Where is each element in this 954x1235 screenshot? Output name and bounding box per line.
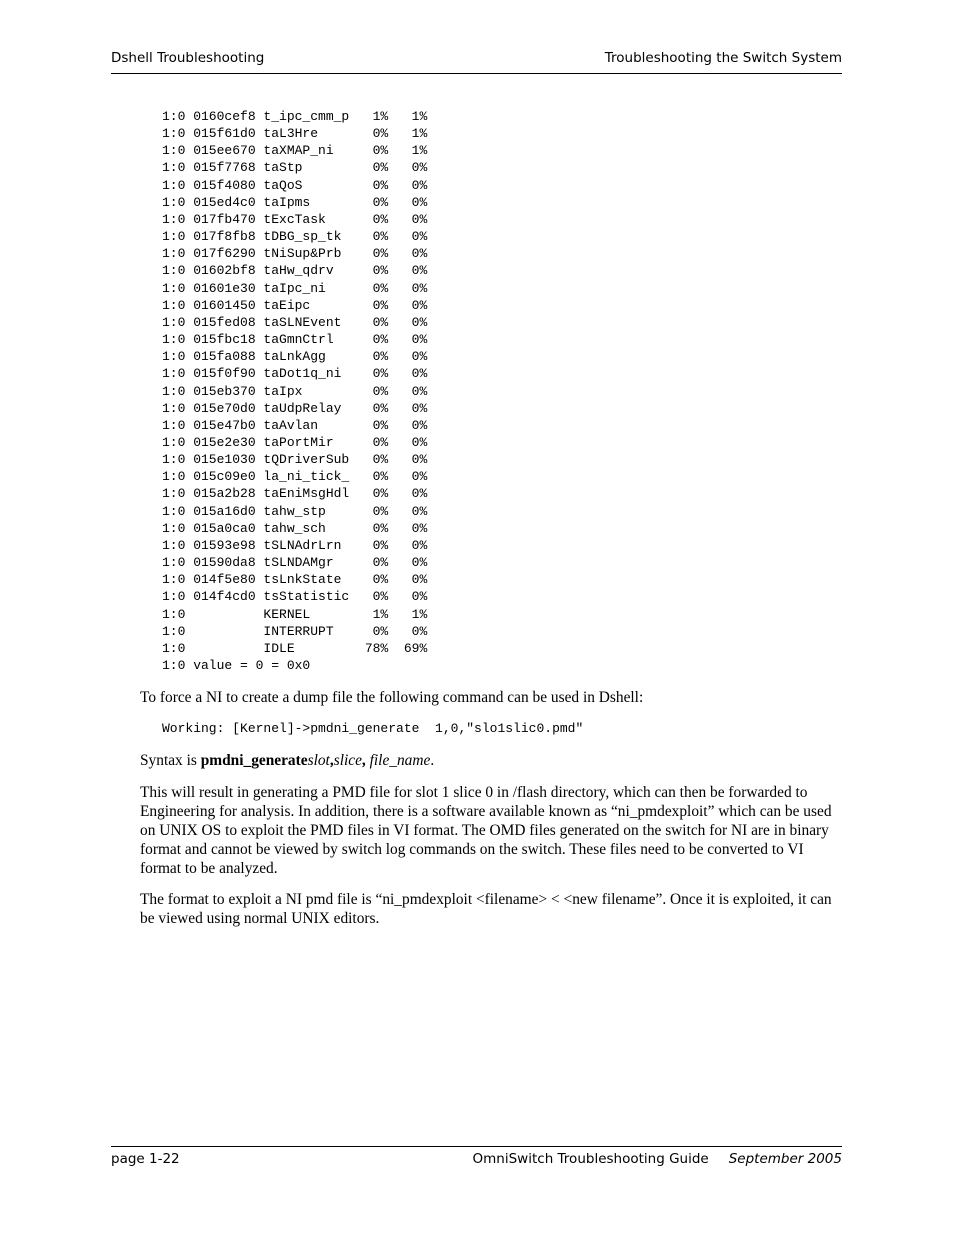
code-line: 1:0 01601e30 taIpc_ni 0% 0% — [162, 280, 428, 296]
code-line: 1:0 KERNEL 1% 1% — [162, 606, 428, 622]
code-line: 1:0 015e2e30 taPortMir 0% 0% — [162, 434, 428, 450]
header-rule — [111, 73, 842, 74]
code-line: 1:0 015f7768 taStp 0% 0% — [162, 160, 428, 176]
syntax-sep-1: , — [329, 752, 334, 769]
code-line: 1:0 015fbc18 taGmnCtrl 0% 0% — [162, 332, 428, 348]
task-listing-code — [162, 108, 427, 674]
publication-date: September 2005 — [728, 1151, 842, 1167]
code-line: 1:0 015ee670 taXMAP_ni 0% 1% — [162, 143, 428, 159]
dump-intro-paragraph: To force a NI to create a dump file the following command can be used in Dshell: — [140, 689, 644, 706]
code-line: 1:0 01593e98 tSLNAdrLrn 0% 0% — [162, 537, 428, 553]
code-line: 1:0 IDLE 78% 69% — [162, 640, 428, 656]
page-number: page 1-22 — [111, 1151, 180, 1167]
code-line: 1:0 015a2b28 taEniMsgHdl 0% 0% — [162, 486, 428, 502]
syntax-arg-slot: slot — [307, 752, 330, 769]
code-line: 1:0 015f4080 taQoS 0% 0% — [162, 177, 428, 193]
code-line: 1:0 01590da8 tSLNDAMgr 0% 0% — [162, 555, 428, 571]
code-line: 1:0 015a0ca0 tahw_sch 0% 0% — [162, 520, 428, 536]
code-line: 1:0 014f4cd0 tsStatistic 0% 0% — [162, 589, 428, 605]
page-header — [111, 50, 842, 66]
code-line: 1:0 015fed08 taSLNEvent 0% 0% — [162, 314, 428, 330]
code-line: 1:0 014f5e80 tsLnkState 0% 0% — [162, 572, 428, 588]
code-line: 1:0 01601450 taEipc 0% 0% — [162, 297, 428, 313]
result-paragraph: This will result in generating a PMD file for slot 1 slice 0 in /flash directory, which can then be forwarded to Engineering for analysis. In addition, there is a software available known as “ni_pmdexploit” which can be used on UNIX OS to exploit the PMD files in VI format. The OMD files generated on the switch for NI are in binary format and cannot be viewed by switch log commands on the switch. These files need to be converted to VI format to be analyzed. — [140, 784, 832, 877]
code-line: 1:0 01602bf8 taHw_qdrv 0% 0% — [162, 263, 428, 279]
code-line: 1:0 015fa088 taLnkAgg 0% 0% — [162, 349, 428, 365]
footer-right — [473, 1151, 842, 1167]
code-line: 1:0 015f61d0 taL3Hre 0% 1% — [162, 126, 428, 142]
syntax-end: . — [430, 752, 435, 769]
footer-rule — [111, 1146, 842, 1147]
code-line: 1:0 017f8fb8 tDBG_sp_tk 0% 0% — [162, 229, 428, 245]
code-line: 1:0 015e1030 tQDriverSub 0% 0% — [162, 452, 428, 468]
code-line: 1:0 015f0f90 taDot1q_ni 0% 0% — [162, 366, 428, 382]
code-line: 1:0 017f6290 tNiSup&Prb 0% 0% — [162, 246, 428, 262]
header-chapter: Troubleshooting the Switch System — [604, 50, 842, 66]
code-line: 1:0 015e47b0 taAvlan 0% 0% — [162, 417, 428, 433]
syntax-arg-file-name: file_name — [369, 752, 431, 769]
page-footer — [111, 1151, 842, 1167]
code-line: 1:0 015a16d0 tahw_stp 0% 0% — [162, 503, 428, 519]
format-paragraph: The format to exploit a NI pmd file is “ni_pmdexploit <filename> < <new filename”. Once it is exploited, it can be viewed using normal UNIX editors. — [140, 891, 832, 927]
syntax-paragraph — [140, 751, 842, 770]
syntax-arg-slice: slice — [333, 752, 362, 769]
pmdni-command-example: Working: [Kernel]->pmdni_generate 1,0,"slo1slic0.pmd" — [162, 721, 584, 736]
code-line: 1:0 015ed4c0 taIpms 0% 0% — [162, 194, 428, 210]
code-line: 1:0 0160cef8 t_ipc_cmm_p 1% 1% — [162, 109, 428, 124]
code-line: 1:0 017fb470 tExcTask 0% 0% — [162, 211, 428, 227]
guide-title: OmniSwitch Troubleshooting Guide — [472, 1151, 709, 1167]
syntax-command: pmdni_generate — [200, 752, 308, 769]
code-line: 1:0 value = 0 = 0x0 — [162, 658, 311, 673]
code-line: 1:0 015c09e0 la_ni_tick_ 0% 0% — [162, 469, 428, 485]
code-line: 1:0 015eb370 taIpx 0% 0% — [162, 383, 428, 399]
syntax-prefix: Syntax is — [140, 752, 201, 769]
header-section: Dshell Troubleshooting — [111, 50, 265, 66]
code-line: 1:0 015e70d0 taUdpRelay 0% 0% — [162, 400, 428, 416]
code-line: 1:0 INTERRUPT 0% 0% — [162, 623, 428, 639]
syntax-sep-2: , — [361, 752, 370, 769]
